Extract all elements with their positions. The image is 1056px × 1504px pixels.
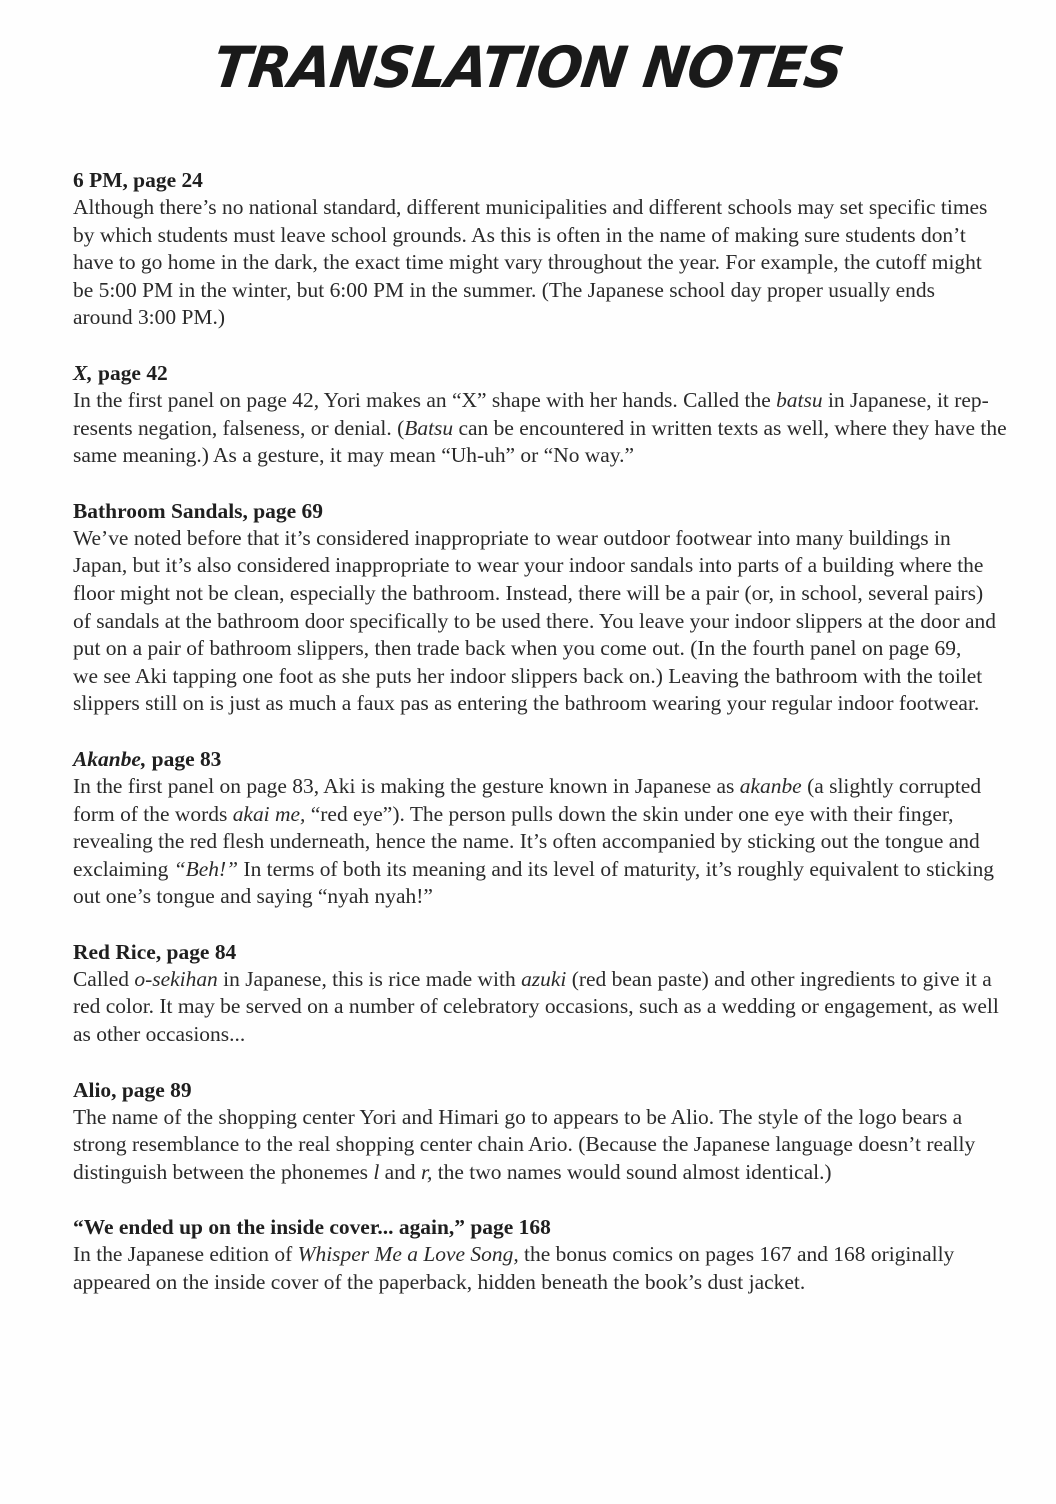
note-heading-text: page 42 xyxy=(92,360,168,385)
note-heading xyxy=(73,166,1031,194)
note-entry xyxy=(73,745,1033,911)
note-body-line xyxy=(73,415,1031,443)
page-title: TRANSLATION NOTES xyxy=(209,34,847,101)
body-text: We’ve noted before that it’s considered inappropriate to wear outdoor footwear into many buildings in xyxy=(73,525,951,550)
note-body-line xyxy=(73,828,1031,856)
note-body-line xyxy=(73,856,1031,884)
italic-term: batsu xyxy=(776,387,823,412)
italic-term: Batsu xyxy=(404,415,454,440)
note-entry xyxy=(73,1213,1033,1296)
note-heading-text: Bathroom Sandals, page 69 xyxy=(73,498,323,523)
body-text: the bonus comics on pages 167 and 168 originally xyxy=(518,1242,955,1267)
note-body-line xyxy=(73,1021,1031,1049)
note-body-line xyxy=(73,222,1031,250)
italic-term: l xyxy=(373,1159,380,1184)
note-heading-text: “We ended up on the inside cover... again,” page 168 xyxy=(73,1215,551,1240)
note-heading xyxy=(73,1213,1031,1241)
body-text: appeared on the inside cover of the paperback, hidden beneath the book’s dust jacket. xyxy=(73,1270,806,1295)
note-body-line xyxy=(73,552,1031,580)
note-body-line xyxy=(73,690,1031,718)
note-heading-italic-text: X, xyxy=(73,360,93,385)
italic-term: “Beh!” xyxy=(173,856,239,881)
note-body-line xyxy=(73,801,1031,829)
body-text: form of the words xyxy=(73,801,233,826)
body-text: (red bean paste) and other ingredients to give it a xyxy=(566,966,992,991)
body-text: distinguish between the phonemes xyxy=(73,1159,374,1184)
notes-list xyxy=(73,166,1033,1324)
note-body-line xyxy=(73,883,1031,911)
note-body-line xyxy=(73,1104,1031,1132)
note-heading-text: Alio, page 89 xyxy=(73,1077,192,1102)
body-text: red color. It may be served on a number of celebratory occasions, such as a wedding or engagement, as well xyxy=(73,994,999,1019)
italic-term: akai me, xyxy=(232,801,306,826)
italic-term: akanbe xyxy=(739,773,802,798)
note-heading-text: 6 PM, page 24 xyxy=(73,168,203,192)
body-text: resents negation, falseness, or denial. ( xyxy=(73,415,405,440)
note-heading xyxy=(73,359,1031,387)
body-text: can be encountered in written texts as well, where they have the xyxy=(453,415,1007,440)
note-body-line xyxy=(73,580,1031,608)
note-entry xyxy=(73,359,1033,470)
note-body-line xyxy=(73,304,1031,332)
body-text: around 3:00 PM.) xyxy=(73,305,225,330)
note-body-line xyxy=(73,773,1031,801)
body-text: “red eye”). The person pulls down the skin under one eye with their finger, xyxy=(305,801,954,826)
italic-term: azuki xyxy=(521,966,567,991)
note-heading xyxy=(73,497,1031,525)
note-entry xyxy=(73,938,1033,1049)
body-text: floor might not be clean, especially the bathroom. Instead, there will be a pair (or, in school, several pairs) xyxy=(73,580,984,605)
body-text: and xyxy=(379,1159,422,1184)
body-text: we see Aki tapping one foot as she puts her indoor slippers back on.) Leaving the bathroom with the toilet xyxy=(73,663,983,688)
italic-term: o-sekihan xyxy=(134,966,218,991)
note-body-line xyxy=(73,966,1031,994)
body-text: out one’s tongue and saying “nyah nyah!” xyxy=(73,884,433,909)
italic-term: Whisper Me a Love Song, xyxy=(297,1242,519,1267)
note-heading xyxy=(73,1076,1031,1104)
body-text: In the first panel on page 83, Aki is making the gesture known in Japanese as xyxy=(73,773,740,798)
note-body-line xyxy=(73,194,1031,222)
note-body-line xyxy=(73,277,1031,305)
note-body-line xyxy=(73,1159,1031,1187)
body-text: of sandals at the bathroom door specifically to be used there. You leave your indoor slippers at the door and xyxy=(73,608,996,633)
body-text: Called xyxy=(73,966,135,991)
body-text: same meaning.) As a gesture, it may mean “Uh-uh” or “No way.” xyxy=(73,443,635,468)
body-text: strong resemblance to the real shopping center chain Ario. (Because the Japanese language doesn’t really xyxy=(73,1132,976,1157)
body-text: (a slightly corrupted xyxy=(801,773,982,798)
note-body-line xyxy=(73,387,1031,415)
note-body-line xyxy=(73,1269,1031,1297)
note-body-line xyxy=(73,993,1031,1021)
body-text: be 5:00 PM in the winter, but 6:00 PM in the summer. (The Japanese school day proper usually ends xyxy=(73,277,935,302)
note-body-line xyxy=(73,608,1031,636)
body-text: by which students must leave school grounds. As this is often in the name of making sure students don’t xyxy=(73,222,966,247)
body-text: have to go home in the dark, the exact time might vary throughout the year. For example, the cutoff might xyxy=(73,250,982,275)
note-entry xyxy=(73,1076,1033,1187)
note-body-line xyxy=(73,442,1031,470)
body-text: in Japanese, it rep- xyxy=(822,387,989,412)
note-body-line xyxy=(73,249,1031,277)
body-text: the two names would sound almost identical.) xyxy=(432,1159,832,1184)
note-body-line xyxy=(73,525,1031,553)
note-body-line xyxy=(73,1131,1031,1159)
note-heading-text: page 83 xyxy=(146,746,222,771)
note-heading-italic-text: Akanbe, xyxy=(73,746,147,771)
body-text: Japan, but it’s also considered inappropriate to wear your indoor sandals into parts of a building where the xyxy=(73,553,984,578)
body-text: slippers still on is just as much a faux pas as entering the bathroom wearing your regular indoor footwear. xyxy=(73,691,980,716)
italic-term: r, xyxy=(421,1159,433,1184)
body-text: revealing the red flesh underneath, hence the name. It’s often accompanied by sticking out the tongue and xyxy=(73,829,980,854)
body-text: In terms of both its meaning and its level of maturity, it’s roughly equivalent to sticking xyxy=(238,856,995,881)
note-heading-text: Red Rice, page 84 xyxy=(73,939,237,964)
body-text: In the Japanese edition of xyxy=(73,1242,298,1267)
body-text: The name of the shopping center Yori and Himari go to appears to be Alio. The style of the logo bears a xyxy=(73,1104,963,1129)
note-body-line xyxy=(73,1241,1031,1269)
note-heading xyxy=(73,745,1031,773)
body-text: in Japanese, this is rice made with xyxy=(217,966,522,991)
note-entry xyxy=(73,166,1033,332)
note-body-line xyxy=(73,635,1031,663)
body-text: Although there’s no national standard, different municipalities and different schools may set specific times xyxy=(73,195,988,219)
body-text: In the first panel on page 42, Yori makes an “X” shape with her hands. Called the xyxy=(73,387,777,412)
body-text: exclaiming xyxy=(73,856,174,881)
note-heading xyxy=(73,938,1031,966)
body-text: as other occasions... xyxy=(73,1022,246,1047)
note-entry xyxy=(73,497,1033,718)
body-text: put on a pair of bathroom slippers, then trade back when you come out. (In the fourth panel on page 69, xyxy=(73,636,962,661)
note-body-line xyxy=(73,663,1031,691)
